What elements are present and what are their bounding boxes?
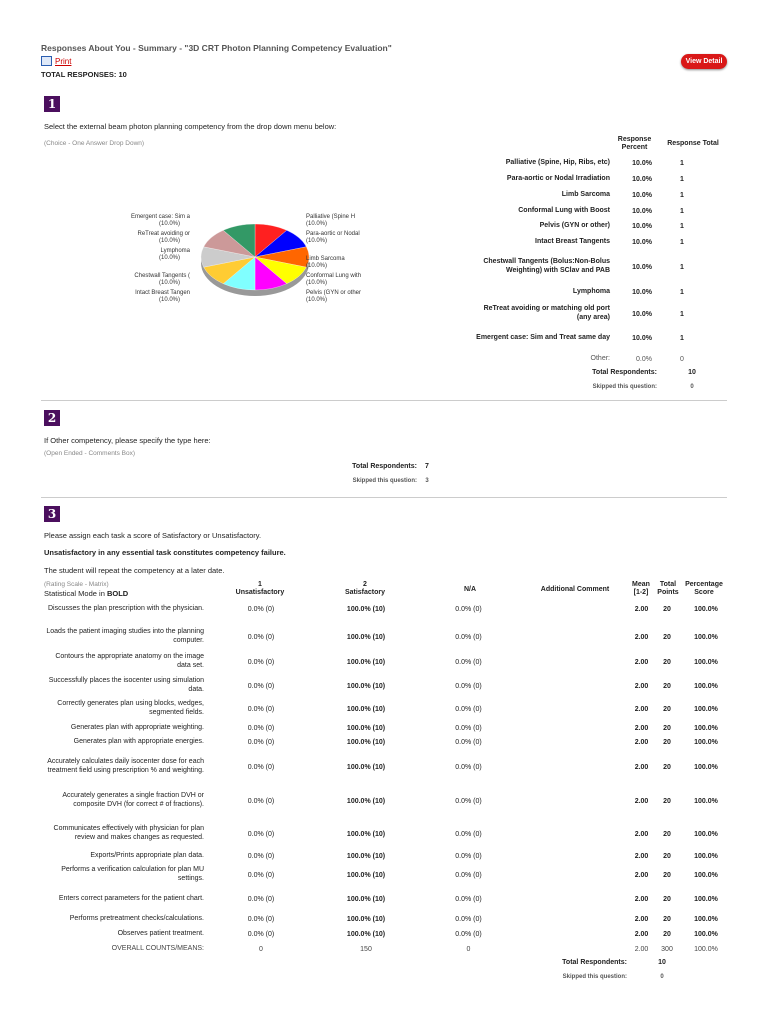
unsatisfactory-value: 0.0% (0): [247, 682, 275, 690]
satisfactory-value: 100.0% (10): [346, 724, 386, 732]
mean-value: 2.00: [634, 852, 649, 860]
score-value: 100.0%: [694, 633, 718, 641]
na-value: 0.0% (0): [455, 915, 482, 923]
score-value: 100.0%: [694, 724, 718, 732]
task-row: [41, 653, 731, 671]
printer-icon: [41, 56, 52, 66]
q1-type: (Choice - One Answer Drop Down): [44, 140, 145, 147]
q1-result-row: [470, 189, 730, 201]
skipped-label: Skipped this question:: [562, 974, 627, 980]
pie-label-value: (10.0%): [306, 296, 328, 303]
score-value: 100.0%: [694, 915, 718, 923]
task-label: Generates plan with appropriate energies.: [73, 737, 204, 745]
col-points: Total Points: [657, 581, 679, 597]
na-value: 0.0% (0): [455, 705, 482, 713]
pie-label-value: (10.0%): [158, 220, 180, 227]
mean-value: 2.00: [634, 605, 649, 613]
respondents-value: 10: [658, 959, 666, 966]
question-number-3: 3: [44, 506, 60, 522]
answer-total: 1: [680, 288, 684, 296]
pie-label-value: (10.0%): [306, 262, 328, 269]
unsatisfactory-value: 0.0% (0): [247, 738, 275, 746]
q3-mode-note: [44, 589, 128, 598]
unsatisfactory-value: 0.0% (0): [247, 930, 275, 938]
col-s-num: 2: [363, 581, 367, 588]
skipped-value: 0: [690, 384, 694, 390]
col-satisfactory: [335, 581, 395, 598]
respondents-value: 7: [425, 463, 429, 470]
satisfactory-value: 100.0% (10): [346, 852, 386, 860]
na-value: 0.0% (0): [455, 763, 482, 771]
pie-label-name: Palliative (Spine H: [306, 214, 356, 220]
answer-percent: 10.0%: [632, 238, 652, 246]
answer-label: Other:: [590, 354, 610, 362]
answer-total: 1: [680, 207, 684, 215]
answer-percent: 10.0%: [632, 222, 652, 230]
col-mean: Mean [1-2]: [632, 581, 650, 597]
pie-label-value: (10.0%): [158, 279, 180, 286]
task-row: [41, 628, 731, 646]
task-label: Successfully places the isocenter using simulation data.: [48, 677, 204, 693]
points-value: 20: [663, 605, 671, 613]
q1-result-row: [470, 220, 730, 232]
col-u-label: Unsatisfactory: [235, 589, 285, 597]
answer-total: 1: [680, 175, 684, 183]
points-value: 20: [663, 738, 671, 746]
q1-result-row: [470, 157, 730, 169]
task-label: Communicates effectively with physician for plan review and makes changes as requested.: [53, 825, 204, 841]
q3-respondents: [510, 959, 710, 966]
na-value: 0.0% (0): [455, 682, 482, 690]
pie-label-name: Para-aortic or Nodal: [306, 231, 360, 237]
task-label: Performs pretreatment checks/calculations.: [69, 914, 204, 922]
q1-col-total: Response Total: [667, 140, 719, 147]
mean-value: 2.00: [634, 871, 649, 879]
mean-value: 2.00: [634, 705, 649, 713]
score-value: 100.0%: [694, 852, 718, 860]
task-row: [41, 929, 731, 939]
task-row: [41, 677, 731, 695]
task-row: [41, 603, 731, 615]
task-row: [41, 786, 731, 816]
respondents-value: 10: [688, 369, 696, 376]
answer-percent: 10.0%: [632, 334, 652, 342]
satisfactory-value: 100.0% (10): [346, 915, 386, 923]
unsatisfactory-value: 0.0% (0): [247, 915, 275, 923]
divider: [41, 497, 727, 498]
answer-label: ReTreat avoiding or matching old port (any area): [483, 305, 610, 321]
respondents-label: Total Respondents:: [352, 463, 417, 470]
task-label: Accurately generates a single fraction DVH or composite DVH (for correct # of fractions).: [62, 792, 204, 808]
col-na: N/A: [463, 586, 477, 593]
q1-result-row: [470, 302, 730, 326]
task-row: [41, 752, 731, 782]
pie-label: [306, 231, 386, 245]
pie-label-value: (10.0%): [306, 279, 328, 286]
pie-label: [110, 273, 190, 287]
task-label: Loads the patient imaging studies into the planning computer.: [46, 628, 204, 644]
pie-label-value: (10.0%): [306, 237, 328, 244]
unsatisfactory-value: 0.0% (0): [247, 852, 275, 860]
answer-total: 1: [680, 310, 684, 318]
unsatisfactory-value: 0.0% (0): [247, 763, 275, 771]
na-value: 0.0% (0): [455, 830, 482, 838]
satisfactory-value: 100.0% (10): [346, 682, 386, 690]
answer-total: 1: [680, 238, 684, 246]
pie-label: [306, 256, 386, 270]
task-label: Performs a verification calculation for plan MU settings.: [61, 866, 204, 882]
satisfactory-value: 100.0% (10): [346, 738, 386, 746]
q1-result-row: [470, 173, 730, 185]
answer-total: 1: [680, 191, 684, 199]
na-value: 0.0% (0): [455, 658, 482, 666]
task-label: Exports/Prints appropriate plan data.: [90, 851, 204, 859]
answer-label: Lymphoma: [572, 287, 610, 295]
view-detail-button[interactable]: View Detail: [681, 54, 727, 69]
points-value: 20: [663, 763, 671, 771]
mean-value: 2.00: [634, 633, 649, 641]
pie-label-name: Pelvis (GYN or other: [306, 290, 362, 296]
mean-value: 2.00: [634, 797, 649, 805]
answer-percent: 10.0%: [632, 175, 652, 183]
skipped-value: 3: [425, 478, 429, 484]
pie-label-name: Limb Sarcoma: [306, 256, 345, 262]
q1-respondents: [540, 369, 730, 376]
mean-value: 2.00: [634, 930, 649, 938]
satisfactory-value: 100.0% (10): [346, 797, 386, 805]
unsatisfactory-value: 0.0% (0): [247, 797, 275, 805]
respondents-label: Total Respondents:: [562, 959, 627, 966]
points-value: 20: [663, 658, 671, 666]
mean-value: 2.00: [634, 738, 649, 746]
pie-label: [110, 248, 190, 262]
mode-prefix: Statistical Mode in: [44, 589, 107, 598]
points-value: 20: [663, 724, 671, 732]
points-value: 20: [663, 871, 671, 879]
na-value: 0.0% (0): [455, 633, 482, 641]
answer-total: 1: [680, 334, 684, 342]
pie-label: [110, 214, 190, 228]
task-row: [41, 866, 731, 884]
unsatisfactory-value: 0.0% (0): [247, 658, 275, 666]
unsatisfactory-value: 0.0% (0): [247, 895, 275, 903]
task-row: [41, 914, 731, 924]
col-comment: Additional Comment: [540, 586, 610, 593]
answer-percent: 10.0%: [632, 310, 652, 318]
pie-label-name: Conformal Lung with: [306, 273, 362, 279]
mean-value: 2.00: [634, 915, 649, 923]
score-value: 100.0%: [694, 705, 718, 713]
pie-label-value: (10.0%): [306, 220, 328, 227]
answer-total: 0: [680, 355, 684, 363]
answer-percent: 10.0%: [632, 263, 652, 271]
answer-total: 1: [680, 263, 684, 271]
satisfactory-value: 100.0% (10): [346, 633, 386, 641]
score-value: 100.0%: [694, 895, 718, 903]
points-value: 20: [663, 915, 671, 923]
mean-value: 2.00: [634, 724, 649, 732]
col-s-label: Satisfactory: [344, 589, 386, 597]
task-label: OVERALL COUNTS/MEANS:: [111, 944, 204, 952]
satisfactory-value: 100.0% (10): [346, 895, 386, 903]
print-link[interactable]: [41, 56, 71, 66]
pie-label: [306, 273, 386, 287]
q1-skipped: [540, 384, 730, 390]
pie-label-name: Intact Breast Tangen: [135, 290, 190, 296]
score-value: 100.0%: [694, 763, 718, 771]
na-value: 0.0% (0): [455, 852, 482, 860]
answer-percent: 10.0%: [632, 288, 652, 296]
mode-bold: BOLD: [106, 589, 129, 598]
unsatisfactory-value: 0.0% (0): [247, 605, 275, 613]
task-label: Accurately calculates daily isocenter dose for each treatment field using prescription % and weighting.: [47, 758, 204, 774]
print-label[interactable]: Print: [55, 56, 72, 66]
q3-note: The student will repeat the competency at a later date.: [44, 566, 225, 575]
question-number-1: 1: [44, 96, 60, 112]
task-row: [41, 851, 731, 861]
divider: [41, 400, 727, 401]
question-number-2: 2: [44, 410, 60, 426]
pie-label: [306, 214, 386, 228]
answer-label: Conformal Lung with Boost: [518, 206, 610, 214]
q2-respondents: [300, 463, 440, 470]
score-value: 100.0%: [694, 738, 718, 746]
overall-row: [41, 944, 731, 954]
na-value: 0.0% (0): [455, 797, 482, 805]
task-row: [41, 723, 731, 733]
skipped-value: 0: [660, 974, 664, 980]
q2-type: (Open Ended - Comments Box): [44, 450, 136, 457]
answer-total: 1: [680, 222, 684, 230]
pie-label-value: (10.0%): [158, 296, 180, 303]
answer-label: Limb Sarcoma: [561, 190, 610, 198]
answer-label: Palliative (Spine, Hip, Ribs, etc): [505, 158, 610, 166]
unsatisfactory-value: 0.0% (0): [247, 705, 275, 713]
answer-percent: 10.0%: [632, 159, 652, 167]
answer-percent: 10.0%: [632, 207, 652, 215]
score-value: 100.0%: [694, 871, 718, 879]
q1-col-percent: Response Percent: [617, 136, 652, 152]
skipped-label: Skipped this question:: [352, 478, 417, 484]
q3-instruction: Please assign each task a score of Satisfactory or Unsatisfactory.: [44, 531, 262, 540]
task-label: Correctly generates plan using blocks, wedges, segmented fields.: [57, 700, 204, 716]
task-row: [41, 737, 731, 747]
pie-label-name: Lymphoma: [160, 248, 190, 254]
pie-label-value: (10.0%): [158, 254, 180, 261]
q1-result-row: [470, 326, 730, 350]
answer-label: Chestwall Tangents (Bolus:Non-Bolus Weighting) with SClav and PAB: [483, 258, 610, 274]
satisfactory-value: 100.0% (10): [346, 871, 386, 879]
task-label: Observes patient treatment.: [117, 929, 204, 937]
score-value: 100.0%: [694, 605, 718, 613]
na-value: 0.0% (0): [455, 895, 482, 903]
satisfactory-value: 100.0% (10): [346, 658, 386, 666]
q1-text: Select the external beam photon planning competency from the drop down menu below:: [44, 122, 337, 131]
mean-value: 2.00: [634, 658, 649, 666]
score-value: 100.0%: [694, 930, 718, 938]
pie-label: [110, 231, 190, 245]
q3-skipped: [510, 974, 710, 980]
answer-percent: 10.0%: [632, 191, 652, 199]
pie-label-name: Chestwall Tangents (: [134, 273, 190, 279]
points-value: 20: [663, 830, 671, 838]
pie-label: [110, 290, 190, 304]
col-score: Percentage Score: [685, 581, 723, 597]
mean-value: 2.00: [634, 763, 649, 771]
satisfactory-value: 100.0% (10): [346, 705, 386, 713]
pie-label-value: (10.0%): [158, 237, 180, 244]
answer-total: 1: [680, 159, 684, 167]
points-value: 20: [663, 682, 671, 690]
score-value: 100.0%: [694, 797, 718, 805]
answer-label: Pelvis (GYN or other): [539, 221, 610, 229]
pie-label-name: Emergent case: Sim a: [130, 214, 190, 220]
satisfactory-value: 100.0% (10): [346, 763, 386, 771]
points-value: 20: [663, 930, 671, 938]
satisfactory-value: 150: [360, 945, 372, 953]
q1-result-row: [470, 252, 730, 282]
na-value: 0.0% (0): [455, 605, 482, 613]
satisfactory-value: 100.0% (10): [346, 605, 386, 613]
na-value: 0.0% (0): [455, 930, 482, 938]
points-value: 300: [661, 945, 673, 953]
pie-label: [306, 290, 386, 304]
unsatisfactory-value: 0.0% (0): [247, 724, 275, 732]
points-value: 20: [663, 705, 671, 713]
points-value: 20: [663, 797, 671, 805]
task-row: [41, 890, 731, 908]
task-label: Contours the appropriate anatomy on the image data set.: [55, 653, 204, 669]
q1-result-row: [470, 205, 730, 217]
col-u-num: 1: [258, 581, 262, 588]
na-value: 0.0% (0): [455, 738, 482, 746]
task-row: [41, 820, 731, 848]
points-value: 20: [663, 852, 671, 860]
mean-value: 2.00: [634, 682, 649, 690]
answer-percent: 0.0%: [636, 355, 652, 363]
answer-label: Intact Breast Tangents: [535, 237, 610, 245]
satisfactory-value: 100.0% (10): [346, 830, 386, 838]
points-value: 20: [663, 895, 671, 903]
mean-value: 2.00: [634, 945, 649, 953]
mean-value: 2.00: [634, 895, 649, 903]
page-title: Responses About You - Summary - "3D CRT Photon Planning Competency Evaluation": [41, 43, 392, 53]
q3-warning: Unsatisfactory in any essential task constitutes competency failure.: [44, 548, 286, 557]
answer-label: Emergent case: Sim and Treat same day: [476, 333, 610, 341]
task-row: [41, 700, 731, 718]
unsatisfactory-value: 0: [259, 945, 263, 953]
task-label: Generates plan with appropriate weighting.: [70, 723, 204, 731]
score-value: 100.0%: [694, 658, 718, 666]
unsatisfactory-value: 0.0% (0): [247, 871, 275, 879]
satisfactory-value: 100.0% (10): [346, 930, 386, 938]
col-unsatisfactory: [230, 581, 290, 598]
q2-text: If Other competency, please specify the type here:: [44, 436, 211, 445]
q2-skipped: [300, 478, 440, 484]
pie-label-name: ReTreat avoiding or: [137, 231, 190, 237]
na-value: 0: [466, 945, 471, 953]
score-value: 100.0%: [694, 830, 718, 838]
score-value: 100.0%: [694, 682, 718, 690]
score-value: 100.0%: [694, 945, 718, 953]
points-value: 20: [663, 633, 671, 641]
q1-result-row: [470, 236, 730, 248]
answer-label: Para-aortic or Nodal Irradiation: [506, 174, 610, 182]
q1-result-row: [470, 353, 730, 365]
total-responses: TOTAL RESPONSES: 10: [41, 70, 127, 79]
unsatisfactory-value: 0.0% (0): [247, 830, 275, 838]
task-label: Discusses the plan prescription with the physician.: [47, 604, 204, 612]
mean-value: 2.00: [634, 830, 649, 838]
na-value: 0.0% (0): [455, 724, 482, 732]
skipped-label: Skipped this question:: [592, 384, 657, 390]
na-value: 0.0% (0): [455, 871, 482, 879]
task-label: Enters correct parameters for the patient chart.: [58, 894, 204, 902]
unsatisfactory-value: 0.0% (0): [247, 633, 275, 641]
q3-type: (Rating Scale - Matrix): [44, 581, 109, 588]
q1-result-row: [470, 286, 730, 298]
q1-pie-chart: [195, 220, 315, 300]
respondents-label: Total Respondents:: [592, 369, 657, 376]
